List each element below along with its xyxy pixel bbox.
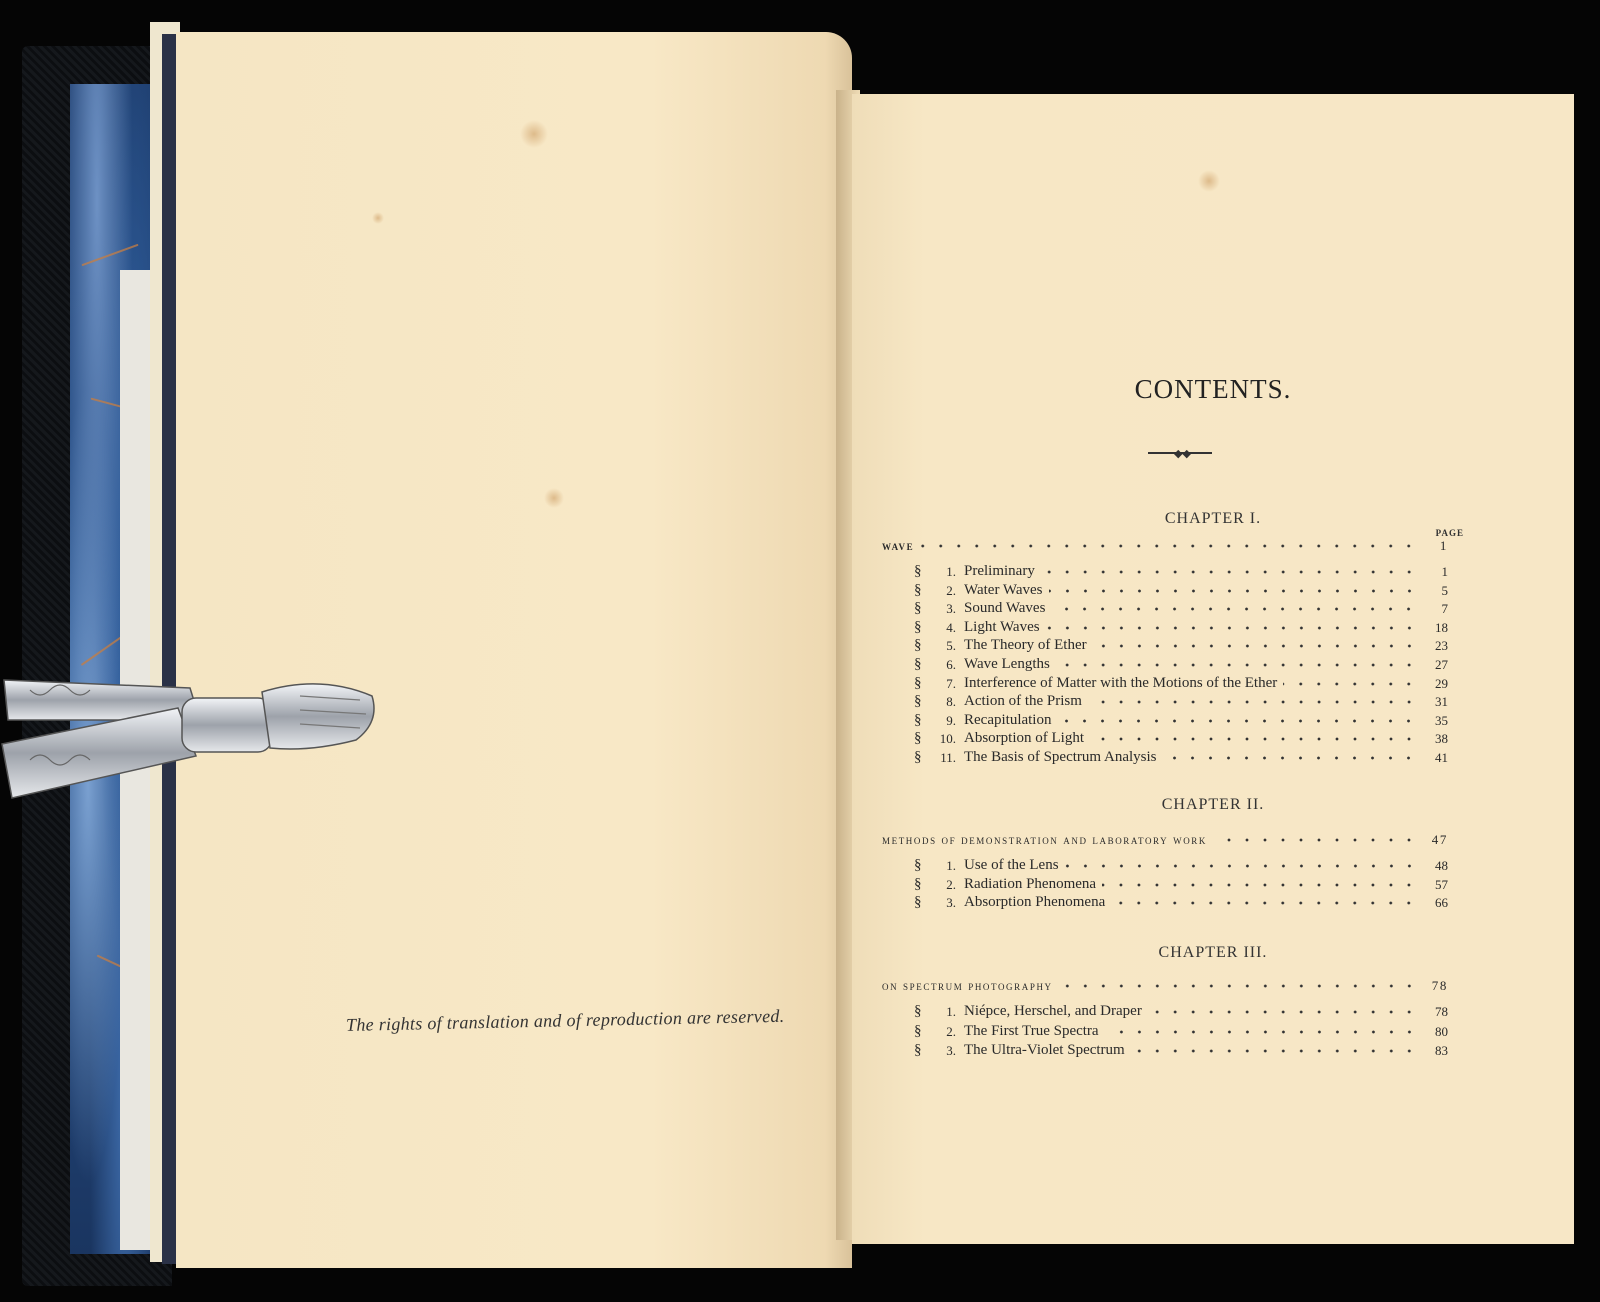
section-entry bbox=[914, 672, 1448, 692]
section-page: 5 bbox=[1441, 582, 1448, 598]
section-symbol: § bbox=[914, 581, 922, 598]
main-entry-title: on spectrum photography bbox=[882, 978, 1053, 993]
section-symbol: § bbox=[914, 711, 922, 728]
section-title: Preliminary bbox=[964, 563, 1035, 579]
section-page: 41 bbox=[1435, 750, 1448, 765]
section-number: 3. bbox=[946, 601, 956, 617]
section-title: Radiation Phenomena bbox=[964, 875, 1097, 892]
section-symbol: § bbox=[914, 693, 922, 710]
section-title: Niépce, Herschel, and Draper bbox=[964, 1003, 1142, 1019]
chapter-heading: CHAPTER II. bbox=[1161, 796, 1265, 813]
section-number: 3. bbox=[946, 1043, 956, 1058]
section-page: 78 bbox=[1435, 1004, 1448, 1019]
dot-leader bbox=[1283, 680, 1418, 688]
section-number: 8. bbox=[946, 694, 956, 710]
section-page: 7 bbox=[1441, 601, 1448, 617]
chapter-main-entry bbox=[882, 974, 1448, 994]
section-title: Recapitulation bbox=[964, 711, 1052, 728]
section-entry bbox=[914, 653, 1448, 673]
section-title: The Ultra-Violet Spectrum bbox=[964, 1042, 1125, 1058]
dot-leader bbox=[1131, 1047, 1418, 1055]
section-entry bbox=[914, 1020, 1448, 1040]
chapter-main-entry bbox=[882, 534, 1448, 554]
section-page: 57 bbox=[1435, 876, 1448, 892]
dot-leader bbox=[1057, 717, 1418, 725]
section-symbol: § bbox=[914, 730, 922, 747]
section-title: Absorption of Light bbox=[964, 730, 1084, 747]
section-title: Use of the Lens bbox=[964, 857, 1059, 873]
section-number: 1. bbox=[946, 1004, 956, 1019]
section-entry bbox=[914, 1000, 1448, 1020]
section-entry bbox=[914, 891, 1448, 911]
section-title: Water Waves bbox=[964, 581, 1043, 598]
section-number: 11. bbox=[940, 750, 956, 765]
section-symbol: § bbox=[914, 857, 922, 873]
contents-title: CONTENTS. bbox=[1134, 374, 1292, 404]
section-title: Sound Waves bbox=[964, 600, 1046, 617]
section-entry bbox=[914, 746, 1448, 766]
section-number: 2. bbox=[946, 1023, 956, 1039]
section-page: 27 bbox=[1435, 657, 1448, 672]
left-page bbox=[176, 32, 852, 1268]
section-page: 35 bbox=[1435, 712, 1448, 728]
dot-leader bbox=[1093, 642, 1418, 650]
section-number: 2. bbox=[946, 582, 956, 598]
section-symbol: § bbox=[914, 618, 922, 635]
section-title: Wave Lengths bbox=[964, 656, 1050, 672]
main-entry-title: wave bbox=[882, 538, 915, 553]
dot-leader bbox=[920, 542, 1418, 550]
dot-leader bbox=[1148, 1008, 1418, 1016]
section-page: 48 bbox=[1435, 858, 1448, 873]
section-symbol: § bbox=[914, 1003, 922, 1019]
section-page: 66 bbox=[1435, 895, 1448, 911]
dot-leader bbox=[1105, 1028, 1418, 1036]
section-entry bbox=[914, 709, 1448, 729]
dot-leader bbox=[1102, 881, 1418, 889]
section-entry bbox=[914, 616, 1448, 636]
section-number: 1. bbox=[946, 564, 956, 579]
dot-leader bbox=[1051, 605, 1418, 613]
dot-leader bbox=[1111, 899, 1418, 907]
section-entry bbox=[914, 854, 1448, 874]
section-symbol: § bbox=[914, 656, 922, 672]
dot-leader bbox=[1041, 568, 1418, 576]
main-entry-page: 47 bbox=[1431, 832, 1448, 847]
section-entry bbox=[914, 690, 1448, 710]
section-number: 3. bbox=[946, 895, 956, 911]
section-symbol: § bbox=[914, 875, 922, 892]
section-page: 18 bbox=[1435, 619, 1448, 635]
section-entry bbox=[914, 634, 1448, 654]
dot-leader bbox=[1213, 836, 1418, 844]
section-entry bbox=[914, 873, 1448, 893]
rights-note: The rights of translation and of reproduction are reserved. bbox=[345, 1005, 785, 1035]
section-symbol: § bbox=[914, 1042, 922, 1058]
section-number: 6. bbox=[946, 657, 956, 672]
dot-leader bbox=[1046, 624, 1418, 632]
section-entry bbox=[914, 1039, 1448, 1059]
silver-hand-clip bbox=[0, 660, 385, 810]
section-title: Absorption Phenomena bbox=[964, 894, 1106, 911]
section-page: 80 bbox=[1435, 1023, 1448, 1039]
section-symbol: § bbox=[914, 894, 922, 911]
page-edges bbox=[162, 34, 176, 1264]
chapter-heading: CHAPTER III. bbox=[1158, 944, 1268, 961]
section-entry bbox=[914, 579, 1448, 599]
main-entry-page: 1 bbox=[1439, 538, 1448, 553]
section-entry bbox=[914, 560, 1448, 580]
section-title: Light Waves bbox=[964, 618, 1040, 635]
section-entry bbox=[914, 597, 1448, 617]
section-symbol: § bbox=[914, 563, 922, 579]
ornament-diamond: ◆◆ bbox=[1174, 448, 1191, 460]
chapter-heading: CHAPTER I. bbox=[1164, 510, 1262, 527]
section-symbol: § bbox=[914, 674, 922, 691]
section-page: 29 bbox=[1435, 675, 1448, 691]
section-page: 38 bbox=[1435, 731, 1448, 747]
right-page bbox=[852, 94, 1574, 1244]
dot-leader bbox=[1059, 982, 1418, 990]
main-entry-page: 78 bbox=[1431, 978, 1448, 993]
section-title: The First True Spectra bbox=[964, 1022, 1099, 1039]
section-title: Action of the Prism bbox=[964, 693, 1082, 710]
dot-leader bbox=[1065, 862, 1418, 870]
dot-leader bbox=[1056, 661, 1418, 669]
section-number: 2. bbox=[946, 876, 956, 892]
section-number: 5. bbox=[946, 638, 956, 654]
section-symbol: § bbox=[914, 600, 922, 617]
section-number: 10. bbox=[939, 731, 956, 747]
section-symbol: § bbox=[914, 749, 922, 765]
section-number: 1. bbox=[946, 858, 956, 873]
page-column-header: PAGE bbox=[1435, 528, 1464, 538]
dot-leader bbox=[1090, 735, 1418, 743]
section-page: 1 bbox=[1441, 564, 1448, 579]
section-title: The Theory of Ether bbox=[964, 637, 1087, 654]
chapter-main-entry bbox=[882, 828, 1448, 848]
section-page: 31 bbox=[1435, 694, 1448, 710]
section-entry bbox=[914, 727, 1448, 747]
section-number: 4. bbox=[946, 619, 956, 635]
dot-leader bbox=[1162, 754, 1418, 762]
main-entry-title: methods of demonstration and laboratory work bbox=[882, 832, 1207, 847]
section-title: The Basis of Spectrum Analysis bbox=[964, 749, 1157, 765]
section-page: 23 bbox=[1435, 638, 1448, 654]
section-title: Interference of Matter with the Motions of the Ether bbox=[964, 674, 1278, 691]
section-number: 9. bbox=[946, 712, 956, 728]
section-symbol: § bbox=[914, 1022, 922, 1039]
section-page: 83 bbox=[1435, 1043, 1448, 1058]
section-number: 7. bbox=[946, 675, 956, 691]
section-symbol: § bbox=[914, 637, 922, 654]
dot-leader bbox=[1088, 698, 1418, 706]
dot-leader bbox=[1049, 587, 1418, 595]
